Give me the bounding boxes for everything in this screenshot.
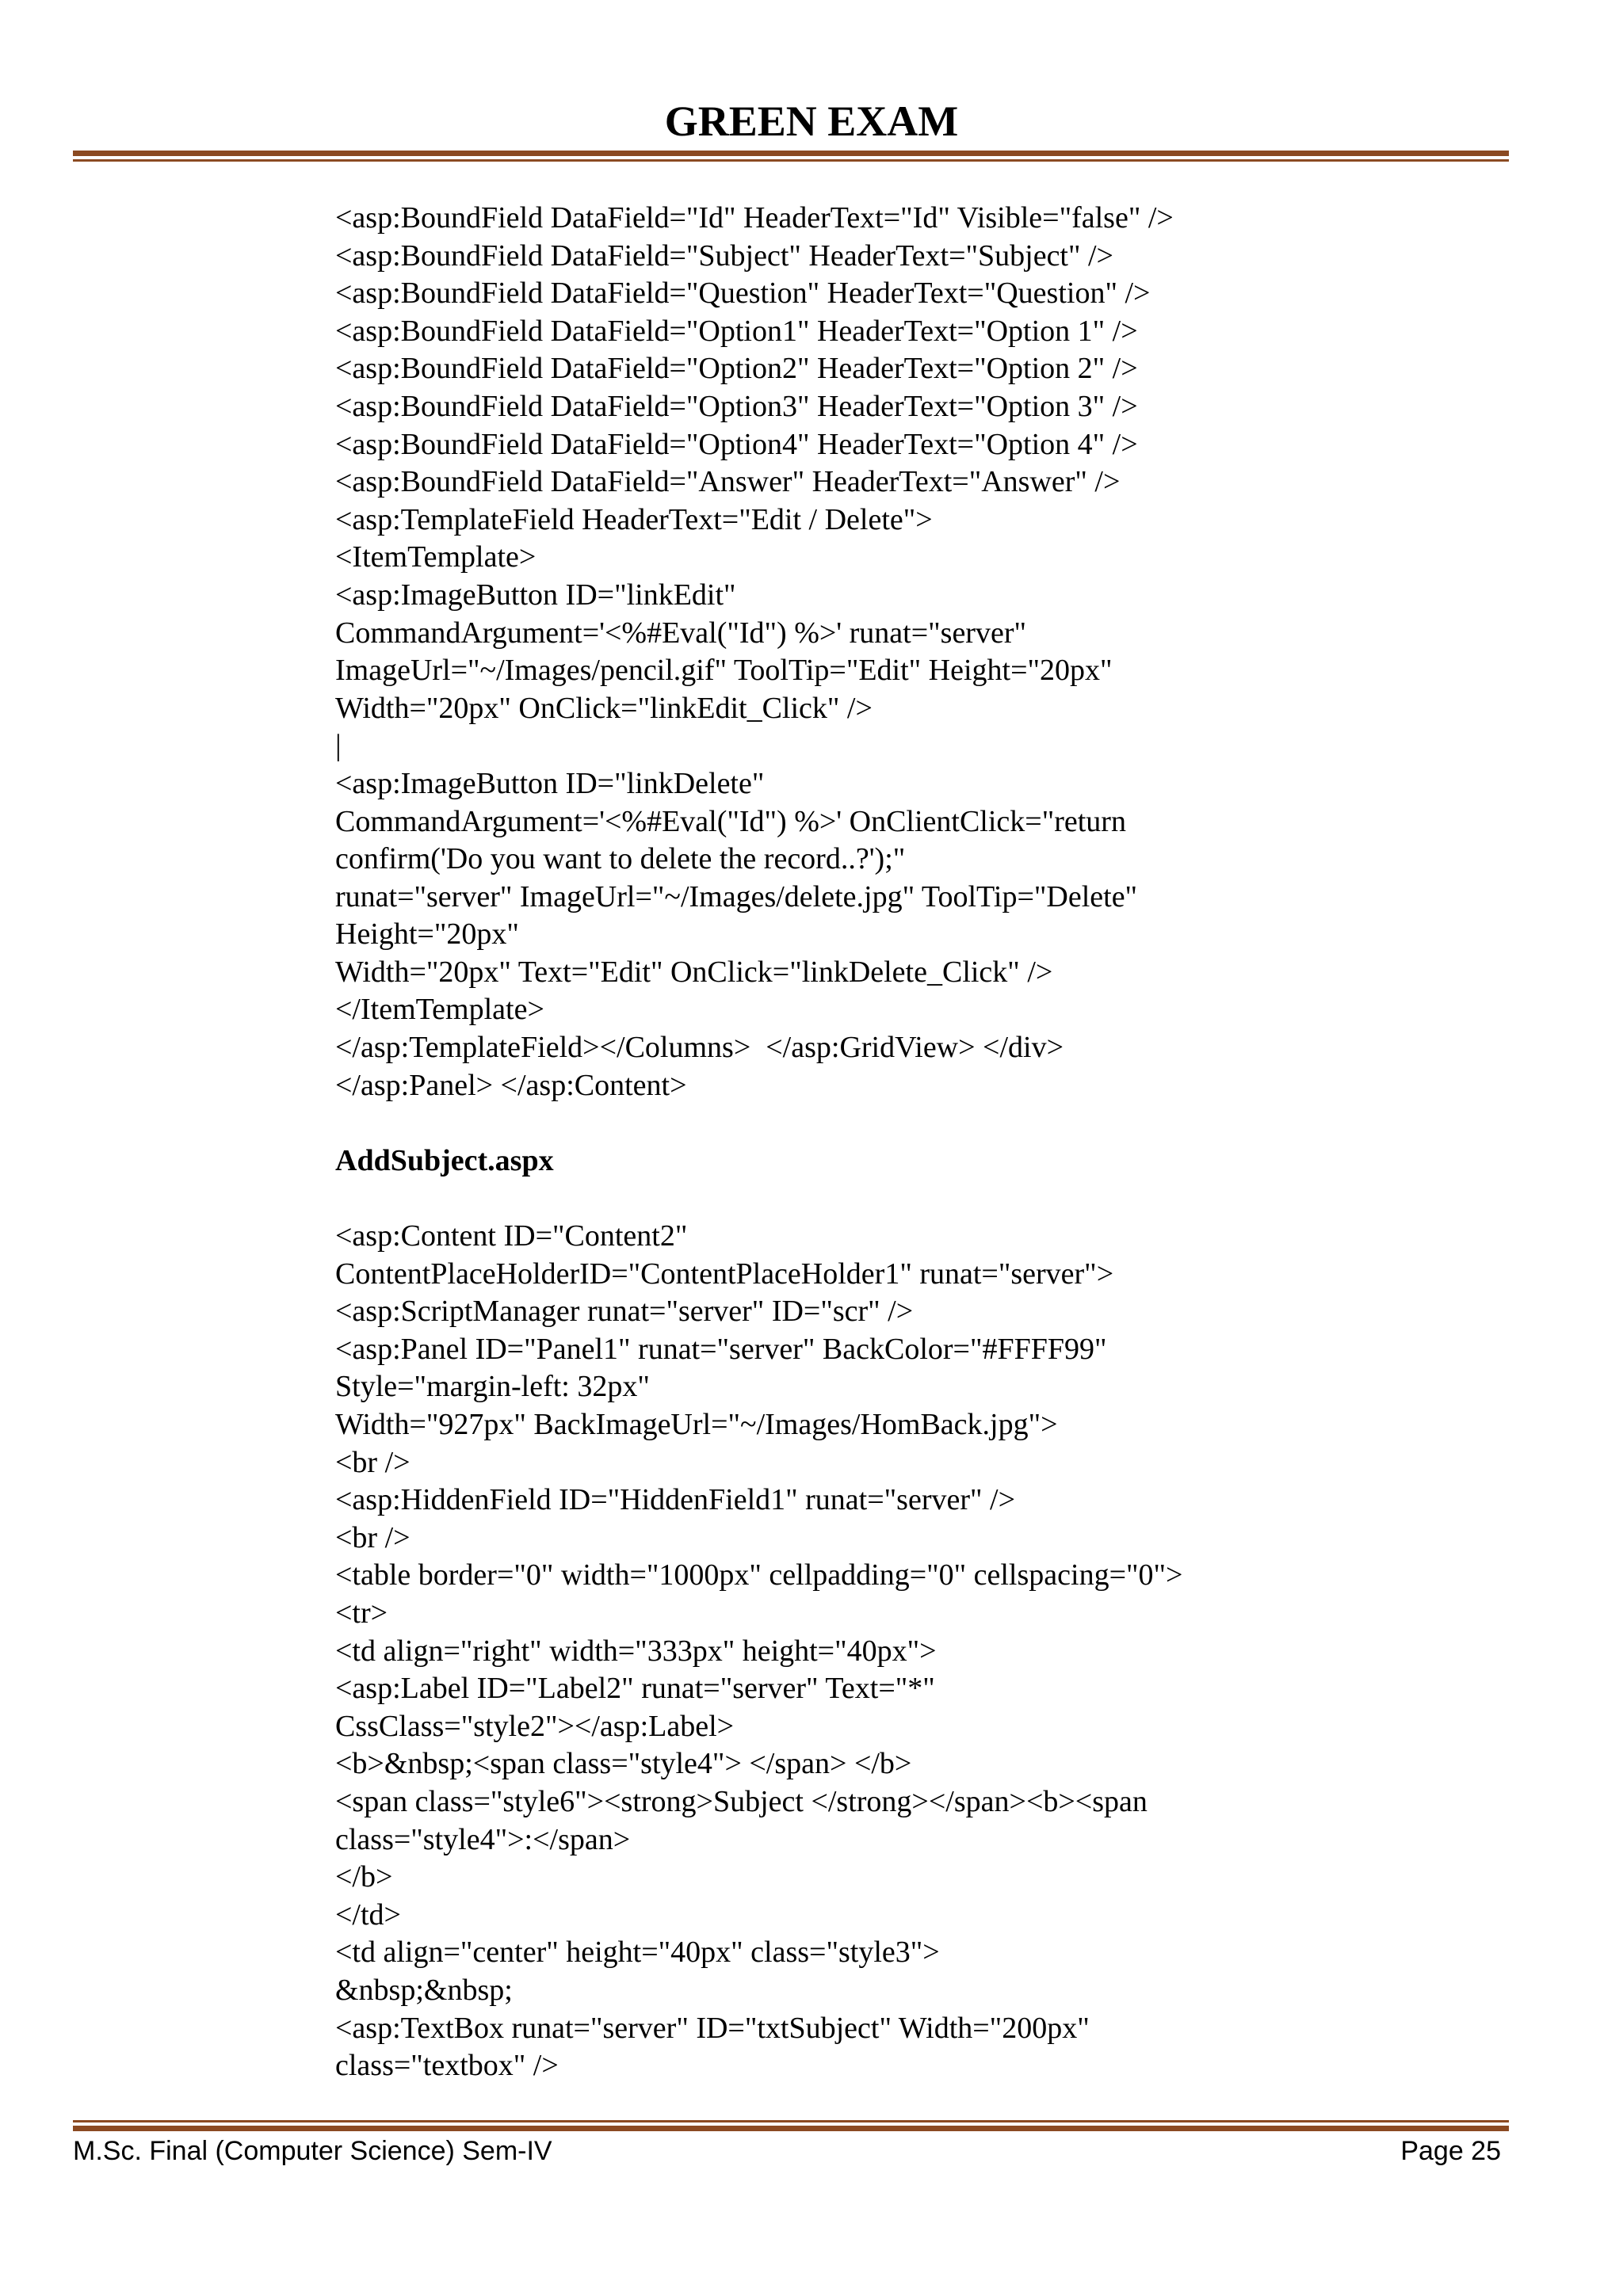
code-line: <asp:BoundField DataField="Question" HeaderText="Question" /> — [335, 277, 1151, 311]
footer-page-number: Page 25 — [1400, 2136, 1501, 2166]
code-line: <asp:BoundField DataField="Answer" HeaderText="Answer" /> — [335, 465, 1121, 499]
code-line: <asp:BoundField DataField="Option3" HeaderText="Option 3" /> — [335, 389, 1138, 423]
code-line: CssClass="style2"></asp:Label> — [335, 1709, 735, 1743]
header-rule-thin — [73, 159, 1509, 162]
code-line: <asp:BoundField DataField="Option4" HeaderText="Option 4" /> — [335, 427, 1138, 461]
code-line: </asp:Panel> </asp:Content> — [335, 1068, 687, 1102]
code-line: <b>&nbsp;<span class="style4"> </span> </b> — [335, 1747, 912, 1781]
code-line: ContentPlaceHolderID="ContentPlaceHolder1" runat="server"> — [335, 1257, 1114, 1291]
code-line: Width="20px" OnClick="linkEdit_Click" /> — [335, 691, 873, 725]
code-line: <asp:HiddenField ID="HiddenField1" runat="server" /> — [335, 1483, 1016, 1517]
code-line: <tr> — [335, 1596, 388, 1630]
code-line: <asp:Content ID="Content2" — [335, 1219, 688, 1253]
code-line: runat="server" ImageUrl="~/Images/delete.jpg" ToolTip="Delete" — [335, 879, 1138, 913]
code-line: <asp:ImageButton ID="linkEdit" — [335, 578, 736, 612]
code-line: </td> — [335, 1897, 401, 1932]
code-line: <br /> — [335, 1445, 411, 1479]
code-line: <asp:TextBox runat="server" ID="txtSubject" Width="200px" — [335, 2011, 1090, 2045]
footer-course: M.Sc. Final (Computer Science) Sem-IV — [73, 2136, 552, 2166]
code-line: CommandArgument='<%#Eval("Id") %>' OnClientClick="return — [335, 804, 1126, 838]
code-line: class="style4">:</span> — [335, 1822, 631, 1856]
code-line: ImageUrl="~/Images/pencil.gif" ToolTip="Edit" Height="20px" — [335, 654, 1113, 688]
code-line: Height="20px" — [335, 917, 519, 952]
code-line: <asp:Label ID="Label2" runat="server" Text="*" — [335, 1672, 935, 1706]
code-line: </asp:TemplateField></Columns> </asp:GridView> </div> — [335, 1031, 1064, 1065]
spacer — [335, 1104, 1461, 1142]
section-heading: AddSubject.aspx — [335, 1143, 554, 1177]
code-line: Width="927px" BackImageUrl="~/Images/HomBack.jpg"> — [335, 1408, 1058, 1441]
code-line: <asp:BoundField DataField="Subject" HeaderText="Subject" /> — [335, 238, 1113, 273]
code-block-gridview — [335, 200, 1461, 1104]
code-line: CommandArgument='<%#Eval("Id") %>' runat="server" — [335, 616, 1026, 650]
code-line: </ItemTemplate> — [335, 993, 544, 1027]
code-line: class="textbox" /> — [335, 2049, 559, 2083]
spacer — [335, 1180, 1461, 1218]
code-line: <asp:BoundField DataField="Id" HeaderText="Id" Visible="false" /> — [335, 201, 1174, 235]
code-line: <asp:ScriptManager runat="server" ID="scr" /> — [335, 1295, 914, 1329]
footer-rule-thin — [73, 2120, 1509, 2122]
code-line: <ItemTemplate> — [335, 540, 537, 574]
code-line: <asp:TemplateField HeaderText="Edit / Delete"> — [335, 502, 933, 536]
code-line: confirm('Do you want to delete the record..?');" — [335, 842, 906, 876]
code-line: Style="margin-left: 32px" — [335, 1370, 650, 1404]
code-line: <asp:BoundField DataField="Option2" HeaderText="Option 2" /> — [335, 352, 1138, 386]
header-rule-thick — [73, 151, 1509, 156]
code-line: <td align="center" height="40px" class="style3"> — [335, 1936, 940, 1970]
code-line: </b> — [335, 1860, 393, 1894]
code-line: &nbsp;&nbsp; — [335, 1973, 513, 2007]
page-title: GREEN EXAM — [664, 97, 959, 145]
code-line: <table border="0" width="1000px" cellpadding="0" cellspacing="0"> — [335, 1558, 1183, 1592]
code-line: <asp:ImageButton ID="linkDelete" — [335, 766, 765, 800]
code-line: <td align="right" width="333px" height="40px"> — [335, 1634, 937, 1668]
footer-rule-thick — [73, 2126, 1509, 2131]
code-line: <br /> — [335, 1520, 411, 1554]
code-line: <asp:Panel ID="Panel1" runat="server" BackColor="#FFFF99" — [335, 1332, 1107, 1366]
code-line: <span class="style6"><strong>Subject </strong></span><b><span — [335, 1784, 1148, 1818]
code-line: | — [335, 729, 342, 763]
code-content — [335, 200, 1461, 2085]
code-block-addsubject — [335, 1218, 1461, 2085]
code-line: <asp:BoundField DataField="Option1" HeaderText="Option 1" /> — [335, 314, 1138, 348]
code-line: Width="20px" Text="Edit" OnClick="linkDelete_Click" /> — [335, 955, 1053, 989]
